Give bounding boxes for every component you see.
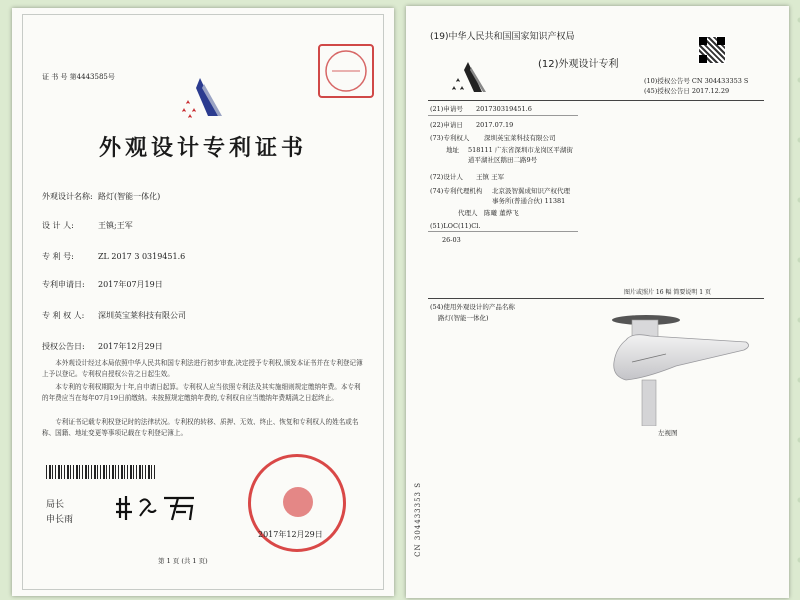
director-title: 局长 (46, 500, 65, 510)
certificate-title: 外观设计专利证书 (98, 136, 307, 161)
gazette-patentee-value: 深圳英宝莱科技有限公司 (484, 134, 556, 142)
design-name-label: 外观设计名称: (42, 192, 93, 201)
loc-value: 26-03 (442, 236, 461, 244)
design-name-value: 路灯(智能一体化) (98, 192, 161, 201)
agent-label: 代理人 (458, 209, 478, 217)
patent-certificate-page (12, 8, 394, 596)
app-date-value: 2017.07.19 (476, 121, 514, 129)
national-emblem-icon (283, 487, 313, 517)
designer-value: 王镇;王军 (98, 221, 133, 230)
publication-number: (10)授权公告号 CN 304433353 S (644, 77, 749, 85)
gazette-patentee-label: (73)专利权人 (430, 134, 470, 142)
red-stamp (318, 44, 374, 98)
certificate-number: 证 书 号 第4443585号 (42, 73, 115, 81)
certificate-paragraph-2: 本专利的专利权期限为十年,自申请日起算。专利权人应当依照专利法及其实施细则规定缴纳年费。本专利的年费应当在每年07月19日前缴纳。未按照规定缴纳年费的,专利权自应当缴纳年费期满之日起终止。 (42, 383, 361, 402)
cnipa-emblem (178, 74, 228, 120)
agency-label: (74)专利代理机构 (430, 187, 483, 195)
divider (428, 231, 578, 232)
agency-line-1: 北京汲智翼成知识产权代理 (492, 187, 570, 195)
director-name: 申长雨 (46, 515, 74, 525)
address-line-1: 518111 广东省深圳市龙岗区平湖街 (468, 146, 573, 154)
app-number-label: (21)申请号 (430, 105, 463, 113)
patent-number-label: 专 利 号: (42, 252, 74, 261)
qr-code (698, 36, 726, 64)
loc-label: (51)LOC(11)Cl. (430, 222, 481, 230)
divider (428, 115, 578, 116)
publication-date: (45)授权公告日 2017.12.29 (644, 87, 730, 95)
header-divider (428, 100, 764, 101)
document-type: (12)外观设计专利 (538, 59, 619, 70)
product-label: (54)使用外观设计的产品名称 (430, 303, 515, 311)
patentee-value: 深圳英宝莱科技有限公司 (98, 311, 186, 320)
patentee-label: 专 利 权 人: (42, 311, 85, 320)
filing-date-label: 专利申请日: (42, 280, 85, 289)
figure-caption: 左视图 (658, 429, 678, 437)
product-name: 路灯(智能一体化) (438, 314, 489, 322)
agency-line-2: 事务所(普通合伙) 11381 (492, 197, 566, 205)
patent-number-value: ZL 2017 3 0319451.6 (98, 252, 186, 261)
patent-gazette-page (406, 6, 789, 598)
app-date-label: (22)申请日 (430, 121, 463, 129)
seal-date: 2017年12月29日 (258, 530, 323, 539)
barcode (46, 465, 156, 479)
certificate-paragraph-1: 本外观设计经过本局依照中华人民共和国专利法进行初步审查,决定授予专利权,颁发本证书并在专利登记簿上予以登记。专利权自授权公告之日起生效。 (42, 359, 363, 378)
grant-date-label: 授权公告日: (42, 342, 85, 351)
section-divider (428, 298, 764, 299)
page-footer: 第 1 页 (共 1 页) (158, 557, 208, 565)
designer-label: 设 计 人: (42, 221, 74, 230)
app-number-value: 201730319451.6 (476, 105, 532, 113)
grant-date-value: 2017年12月29日 (98, 342, 163, 351)
street-lamp-left-view (606, 306, 756, 426)
gazette-designer-value: 王镇 王军 (476, 173, 505, 181)
address-line-2: 道平湖社区鹅田二路9号 (468, 156, 538, 164)
certificate-paragraph-3: 专利证书记载专利权登记时的法律状况。专利权的转移、质押、无效、终止、恢复和专利权人的姓名或名称、国籍、地址变更等事项记载在专利登记簿上。 (42, 418, 359, 437)
issuer: (19)中华人民共和国国家知识产权局 (430, 32, 575, 42)
cnipa-emblem (450, 60, 490, 94)
gazette-designer-label: (72)设计人 (430, 173, 463, 181)
side-document-number: CN 304433353 S (414, 482, 422, 557)
figure-meta: 图片或照片 16 幅 简要说明 1 页 (624, 289, 711, 296)
agent-value: 陈曦 董烨飞 (484, 209, 519, 217)
address-label: 地址 (446, 146, 459, 154)
filing-date-value: 2017年07月19日 (98, 280, 163, 289)
director-signature (114, 492, 204, 522)
